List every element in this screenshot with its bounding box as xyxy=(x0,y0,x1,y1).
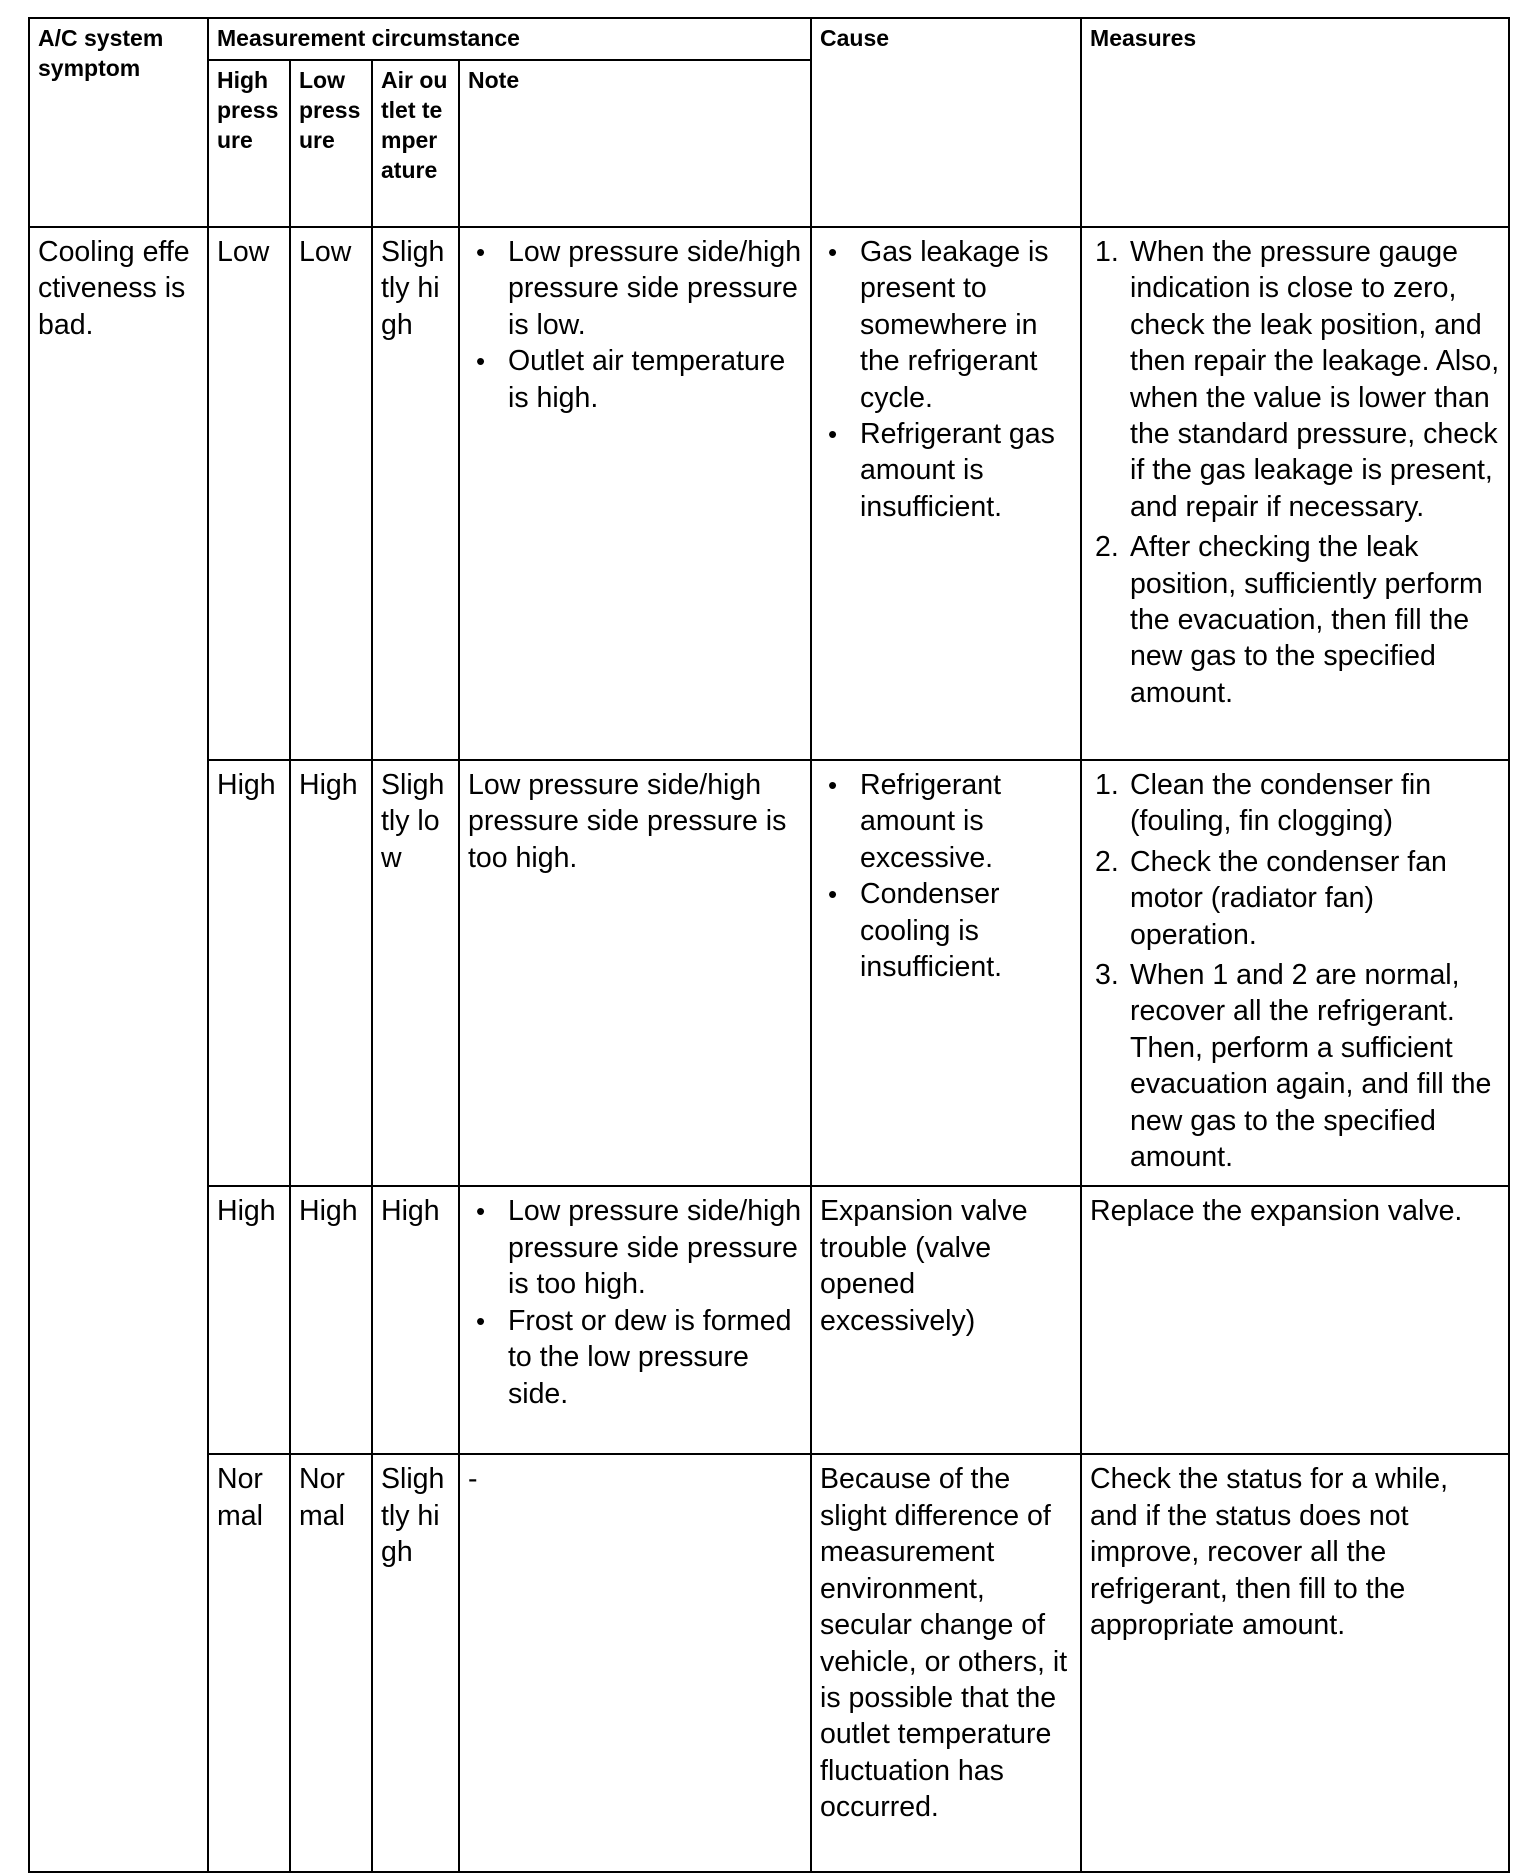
cause-cell xyxy=(811,227,1081,760)
list-item xyxy=(1095,957,1500,1175)
header-high-pressure: High pressure xyxy=(208,60,290,227)
measures-cell xyxy=(1081,227,1509,760)
list-item xyxy=(1095,844,1500,953)
measures-list xyxy=(1090,767,1500,1175)
measures-cell: Check the status for a while, and if the status does not improve, recover all the refrigerant, then fill to the appropriate amount. xyxy=(1081,1454,1509,1872)
low-pressure-cell: Low xyxy=(290,227,372,760)
cause-list xyxy=(820,234,1072,525)
high-pressure-cell: High xyxy=(208,1186,290,1454)
cause-cell xyxy=(811,760,1081,1186)
header-air-outlet-temperature: Air outlet temperature xyxy=(372,60,459,227)
list-item: • Refrigerant amount is excessive. xyxy=(860,767,1072,876)
header-low-pressure: Low pressure xyxy=(290,60,372,227)
list-number: 3. xyxy=(1095,959,1119,992)
measures-cell: Replace the expansion valve. xyxy=(1081,1186,1509,1454)
list-item: • Refrigerant gas amount is insufficient. xyxy=(860,416,1072,525)
note-cell: - xyxy=(459,1454,811,1872)
list-item: • Gas leakage is present to somewhere in the refrigerant cycle. xyxy=(860,234,1072,416)
high-pressure-cell: Normal xyxy=(208,1454,290,1872)
air-outlet-cell: High xyxy=(372,1186,459,1454)
list-item: • Outlet air temperature is high. xyxy=(508,343,802,416)
header-cause: Cause xyxy=(811,18,1081,227)
list-number: 1. xyxy=(1095,236,1119,268)
air-outlet-cell: Slightly high xyxy=(372,227,459,760)
high-pressure-cell: Low xyxy=(208,227,290,760)
measures-cell xyxy=(1081,760,1509,1186)
header-note: Note xyxy=(459,60,811,227)
table-row xyxy=(29,1186,1509,1454)
cause-list xyxy=(820,767,1072,985)
table-row xyxy=(29,1454,1509,1872)
list-item: • Low pressure side/high pressure side pressure is too high. xyxy=(508,1193,802,1302)
measures-list xyxy=(1090,234,1500,711)
table-row xyxy=(29,760,1509,1186)
list-number: 2. xyxy=(1095,845,1119,878)
high-pressure-cell: High xyxy=(208,760,290,1186)
note-cell xyxy=(459,1186,811,1454)
table-row xyxy=(29,227,1509,760)
list-number: 1. xyxy=(1095,769,1119,801)
list-item xyxy=(1095,234,1500,525)
list-item-text: Check the condenser fan motor (radiator fan) operation. xyxy=(1130,845,1447,951)
symptom-cell: Cooling effectiveness is bad. xyxy=(29,227,208,1872)
low-pressure-cell: High xyxy=(290,760,372,1186)
header-symptom: A/C system symptom xyxy=(29,18,208,227)
list-item xyxy=(1095,529,1500,711)
low-pressure-cell: Normal xyxy=(290,1454,372,1872)
header-measurement-circumstance: Measurement circumstance xyxy=(208,18,811,60)
note-list xyxy=(468,234,802,416)
low-pressure-cell: High xyxy=(290,1186,372,1454)
list-number: 2. xyxy=(1095,531,1119,564)
air-outlet-cell: Slightly low xyxy=(372,760,459,1186)
list-item: • Low pressure side/high pressure side pressure is low. xyxy=(508,234,802,343)
note-list xyxy=(468,1193,802,1411)
cause-cell: Expansion valve trouble (valve opened excessively) xyxy=(811,1186,1081,1454)
list-item: • Frost or dew is formed to the low pressure side. xyxy=(508,1303,802,1412)
cause-cell: Because of the slight difference of measurement environment, secular change of vehicle, or others, it is possible that the outlet temperature fluctuation has occurred. xyxy=(811,1454,1081,1872)
list-item-text: After checking the leak position, sufficiently perform the evacuation, then fill the new gas to the specified amount. xyxy=(1130,531,1483,709)
air-outlet-cell: Slightly high xyxy=(372,1454,459,1872)
note-cell: Low pressure side/high pressure side pressure is too high. xyxy=(459,760,811,1186)
list-item xyxy=(1095,767,1500,840)
ac-troubleshooting-table-container xyxy=(28,17,1508,1873)
list-item: • Condenser cooling is insufficient. xyxy=(860,876,1072,985)
list-item-text: When 1 and 2 are normal, recover all the refrigerant. Then, perform a sufficient evacuation again, and fill the new gas to the specified amount. xyxy=(1130,959,1492,1174)
list-item-text: Clean the condenser fin (fouling, fin clogging) xyxy=(1130,769,1432,838)
header-measures: Measures xyxy=(1081,18,1509,227)
note-cell xyxy=(459,227,811,760)
list-item-text: When the pressure gauge indication is close to zero, check the leak position, and then repair the leakage. Also, when the value is lower than the standard pressure, check if the gas leakage is present, and repair if necessary. xyxy=(1130,236,1500,523)
ac-troubleshooting-table xyxy=(28,17,1510,1873)
